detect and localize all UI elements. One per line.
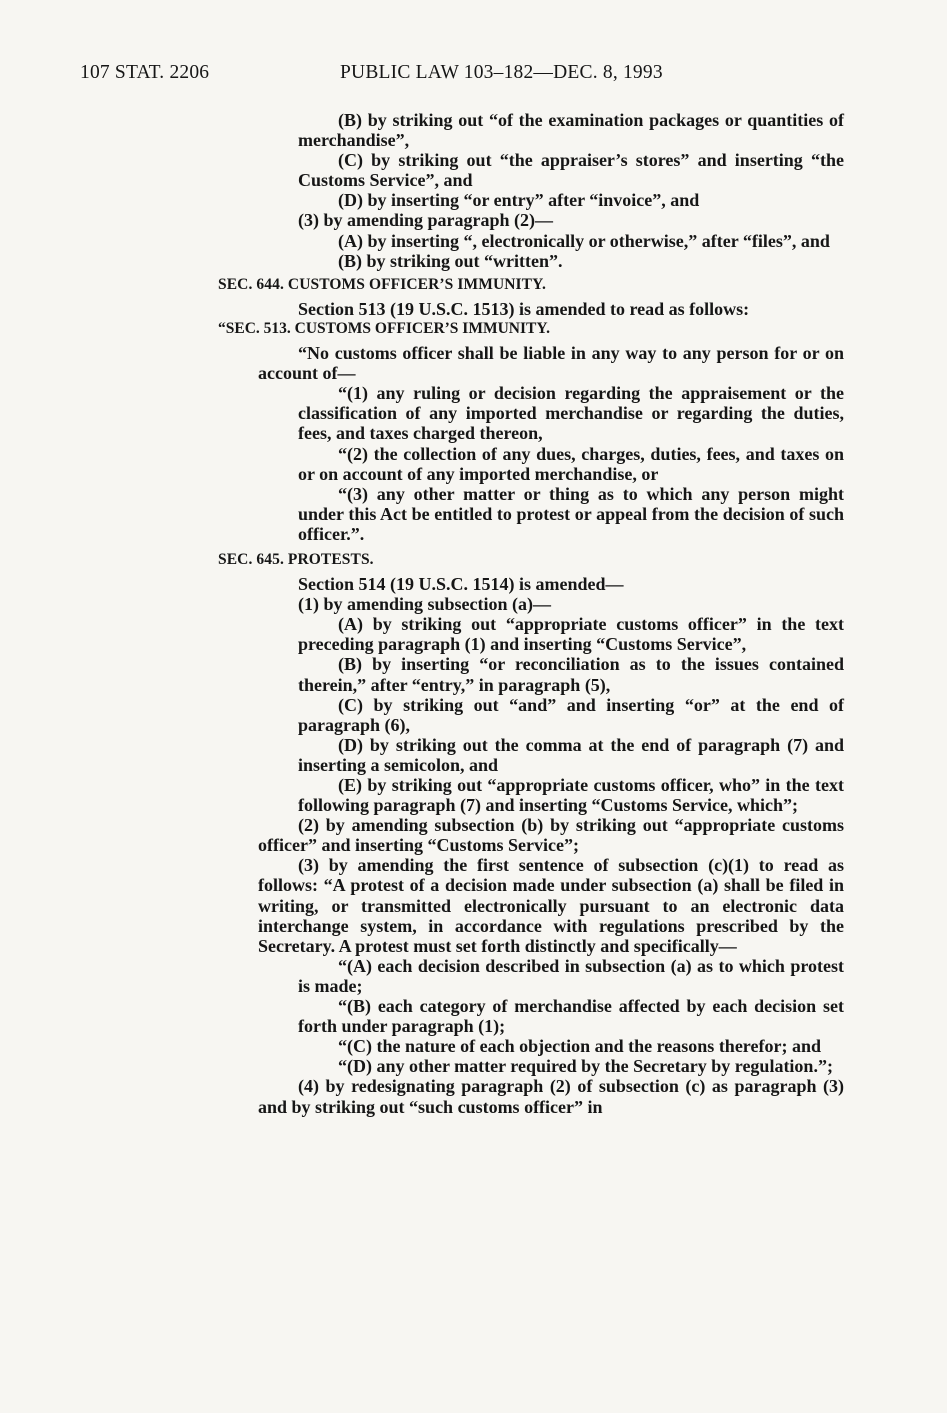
immunity-paragraph: “No customs officer shall be liable in any way to any person for or on account of— [258, 343, 844, 384]
section-513-intro: Section 513 (19 U.S.C. 1513) is amended to read as follows: [298, 298, 750, 319]
document-body [218, 110, 844, 1117]
paragraph-b-written: (B) by striking out “written”. [338, 250, 563, 271]
paragraph-3-amending: (3) by amending paragraph (2)— [298, 210, 554, 231]
amend-1-c: (C) by striking out “and” and inserting “or” at the end of paragraph (6), [298, 694, 844, 735]
amend-1-a: (A) by striking out “appropriate customs officer” in the text preceding paragraph (1) and inserting “Customs Service”, [298, 614, 844, 655]
paragraph-d-inserting: (D) by inserting “or entry” after “invoice”, and [338, 190, 700, 211]
amend-1-e: (E) by striking out “appropriate customs officer, who” in the text following paragraph (7) and inserting “Customs Service, which”; [298, 775, 844, 816]
amend-3-a: “(A) each decision described in subsection (a) as to which protest is made; [298, 955, 844, 996]
paragraph-a-inserting: (A) by inserting “, electronically or otherwise,” after “files”, and [338, 230, 830, 251]
section-514-intro: Section 514 (19 U.S.C. 1514) is amended— [298, 574, 624, 595]
immunity-item-3: “(3) any other matter or thing as to which any person might under this Act be entitled to protest or appeal from the decision of such officer.”. [298, 483, 844, 544]
amend-1-b: (B) by inserting “or reconciliation as to the issues contained therein,” after “entry,” in paragraph (5), [298, 654, 844, 695]
amend-3-b: “(B) each category of merchandise affected by each decision set forth under paragraph (1); [298, 996, 844, 1037]
immunity-item-2: “(2) the collection of any dues, charges, duties, fees, and taxes on or on account of any imported merchandise, or [298, 443, 844, 484]
amend-3-c: “(C) the nature of each objection and the reasons therefor; and [338, 1036, 821, 1057]
amend-4: (4) by redesignating paragraph (2) of subsection (c) as paragraph (3) and by striking out “such customs officer” in [258, 1076, 844, 1117]
immunity-item-1: “(1) any ruling or decision regarding the appraisement or the classification of any imported merchandise or regarding the duties, fees, and taxes charged thereon, [298, 383, 844, 444]
amend-1: (1) by amending subsection (a)— [298, 594, 552, 615]
section-heading-645: SEC. 645. PROTESTS. [218, 550, 374, 568]
quoted-section-heading-513: “SEC. 513. CUSTOMS OFFICER’S IMMUNITY. [218, 319, 551, 337]
amend-2: (2) by amending subsection (b) by striking out “appropriate customs officer” and inserting “Customs Service”; [258, 815, 844, 856]
paragraph-b-striking: (B) by striking out “of the examination packages or quantities of merchandise”, [298, 110, 844, 151]
paragraph-c-striking: (C) by striking out “the appraiser’s stores” and inserting “the Customs Service”, and [298, 150, 844, 191]
section-heading-644: SEC. 644. CUSTOMS OFFICER’S IMMUNITY. [218, 275, 546, 293]
page-citation: 107 STAT. 2206 [80, 62, 210, 83]
amend-3-d: “(D) any other matter required by the Secretary by regulation.”; [338, 1056, 833, 1077]
page-header [80, 62, 720, 88]
running-title: PUBLIC LAW 103–182—DEC. 8, 1993 [340, 62, 663, 83]
amend-1-d: (D) by striking out the comma at the end of paragraph (7) and inserting a semicolon, and [298, 734, 844, 775]
amend-3: (3) by amending the first sentence of subsection (c)(1) to read as follows: “A protest of a decision made under subsection (a) shall be filed in writing, or transmitted electronically pursuant to an electronic data interchange system, in accordance with regulations prescribed by the Secretary. A protest must set forth distinctly and specifically— [258, 855, 844, 956]
